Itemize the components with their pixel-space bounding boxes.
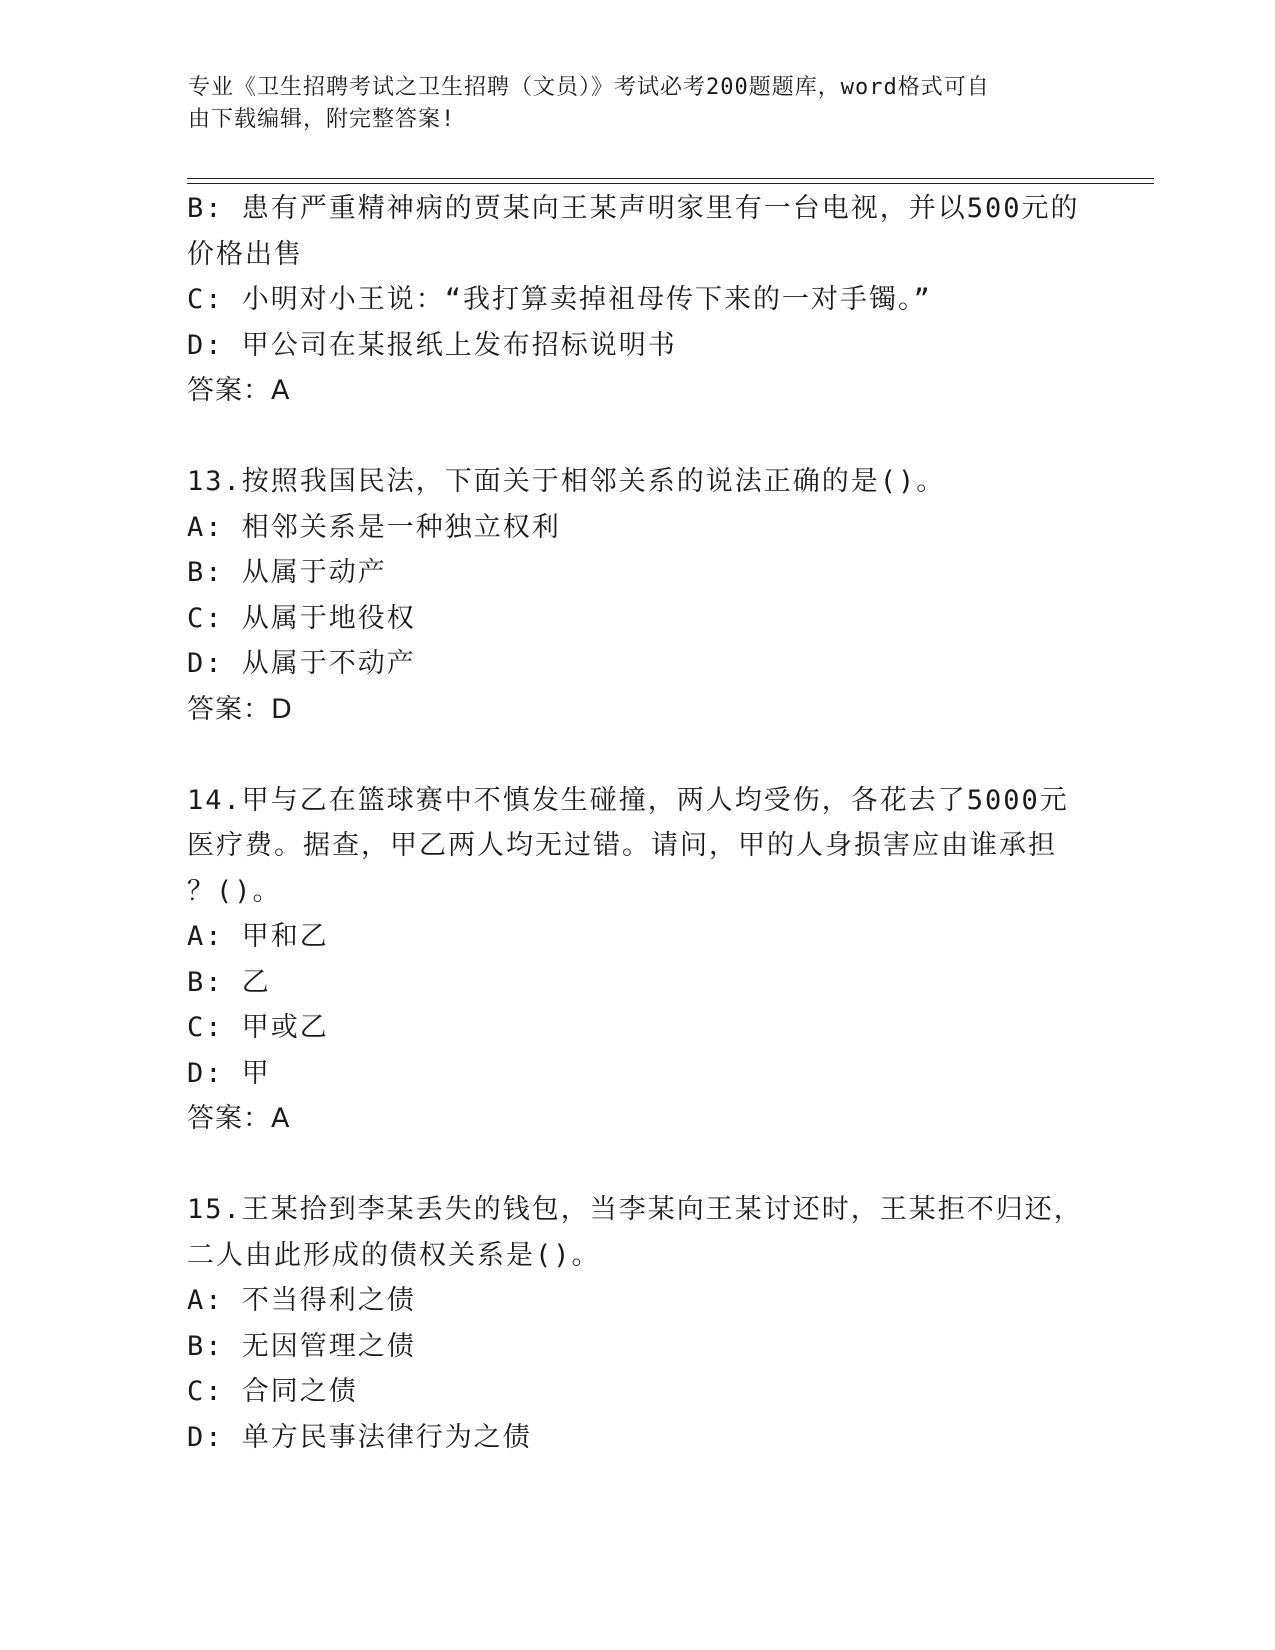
q12-answer: 答案：A xyxy=(187,375,291,406)
q14-question-line-3: ？()。 xyxy=(187,875,282,907)
q14-answer: 答案：A xyxy=(187,1103,291,1134)
q14-option-b: B: 乙 xyxy=(187,966,271,998)
q13-question: 13.按照我国民法，下面关于相邻关系的说法正确的是()。 xyxy=(187,466,946,497)
q14-option-d: D: 甲 xyxy=(187,1057,271,1089)
question-15 xyxy=(187,1187,1087,1460)
q14-option-a: A: 甲和乙 xyxy=(187,921,329,952)
q15-option-c: C: 合同之债 xyxy=(187,1376,358,1407)
q13-option-a: A: 相邻关系是一种独立权利 xyxy=(187,511,561,543)
document-header xyxy=(188,72,1068,136)
header-divider xyxy=(187,178,1154,184)
spacer xyxy=(187,1142,1087,1188)
header-line-2: 由下载编辑，附完整答案! xyxy=(188,107,456,132)
q15-question-line-2: 二人由此形成的债权关系是()。 xyxy=(187,1239,601,1271)
spacer xyxy=(187,732,1087,778)
q14-question-line-2: 医疗费。据查，甲乙两人均无过错。请问，甲的人身损害应由谁承担 xyxy=(187,830,1057,861)
q12-option-b-line-1: B: 患有严重精神病的贾某向王某声明家里有一台电视，并以500元的 xyxy=(187,193,1080,224)
q13-option-c: C: 从属于地役权 xyxy=(187,602,416,634)
spacer xyxy=(187,414,1087,460)
q15-option-d: D: 单方民事法律行为之债 xyxy=(187,1421,532,1453)
header-line-1: 专业《卫生招聘考试之卫生招聘（文员）》考试必考200题题库，word格式可自 xyxy=(188,75,990,100)
q13-option-b: B: 从属于动产 xyxy=(187,557,387,588)
q15-option-b: B: 无因管理之债 xyxy=(187,1330,416,1362)
question-12 xyxy=(187,186,1087,414)
q12-option-d: D: 甲公司在某报纸上发布招标说明书 xyxy=(187,329,677,361)
question-list xyxy=(187,186,1087,1460)
q14-question-line-1: 14.甲与乙在篮球赛中不慎发生碰撞，两人均受伤，各花去了5000元 xyxy=(187,784,1069,816)
question-13 xyxy=(187,459,1087,732)
q13-answer: 答案：D xyxy=(187,693,293,725)
q13-option-d: D: 从属于不动产 xyxy=(187,648,416,679)
q12-option-b-line-2: 价格出售 xyxy=(187,238,303,270)
question-14 xyxy=(187,778,1087,1142)
q14-option-c: C: 甲或乙 xyxy=(187,1012,329,1043)
q12-option-c: C: 小明对小王说：“我打算卖掉祖母传下来的一对手镯。” xyxy=(187,284,932,315)
q15-option-a: A: 不当得利之债 xyxy=(187,1285,416,1316)
q15-question-line-1: 15.王某拾到李某丢失的钱包，当李某向王某讨还时，王某拒不归还， xyxy=(187,1194,1083,1225)
